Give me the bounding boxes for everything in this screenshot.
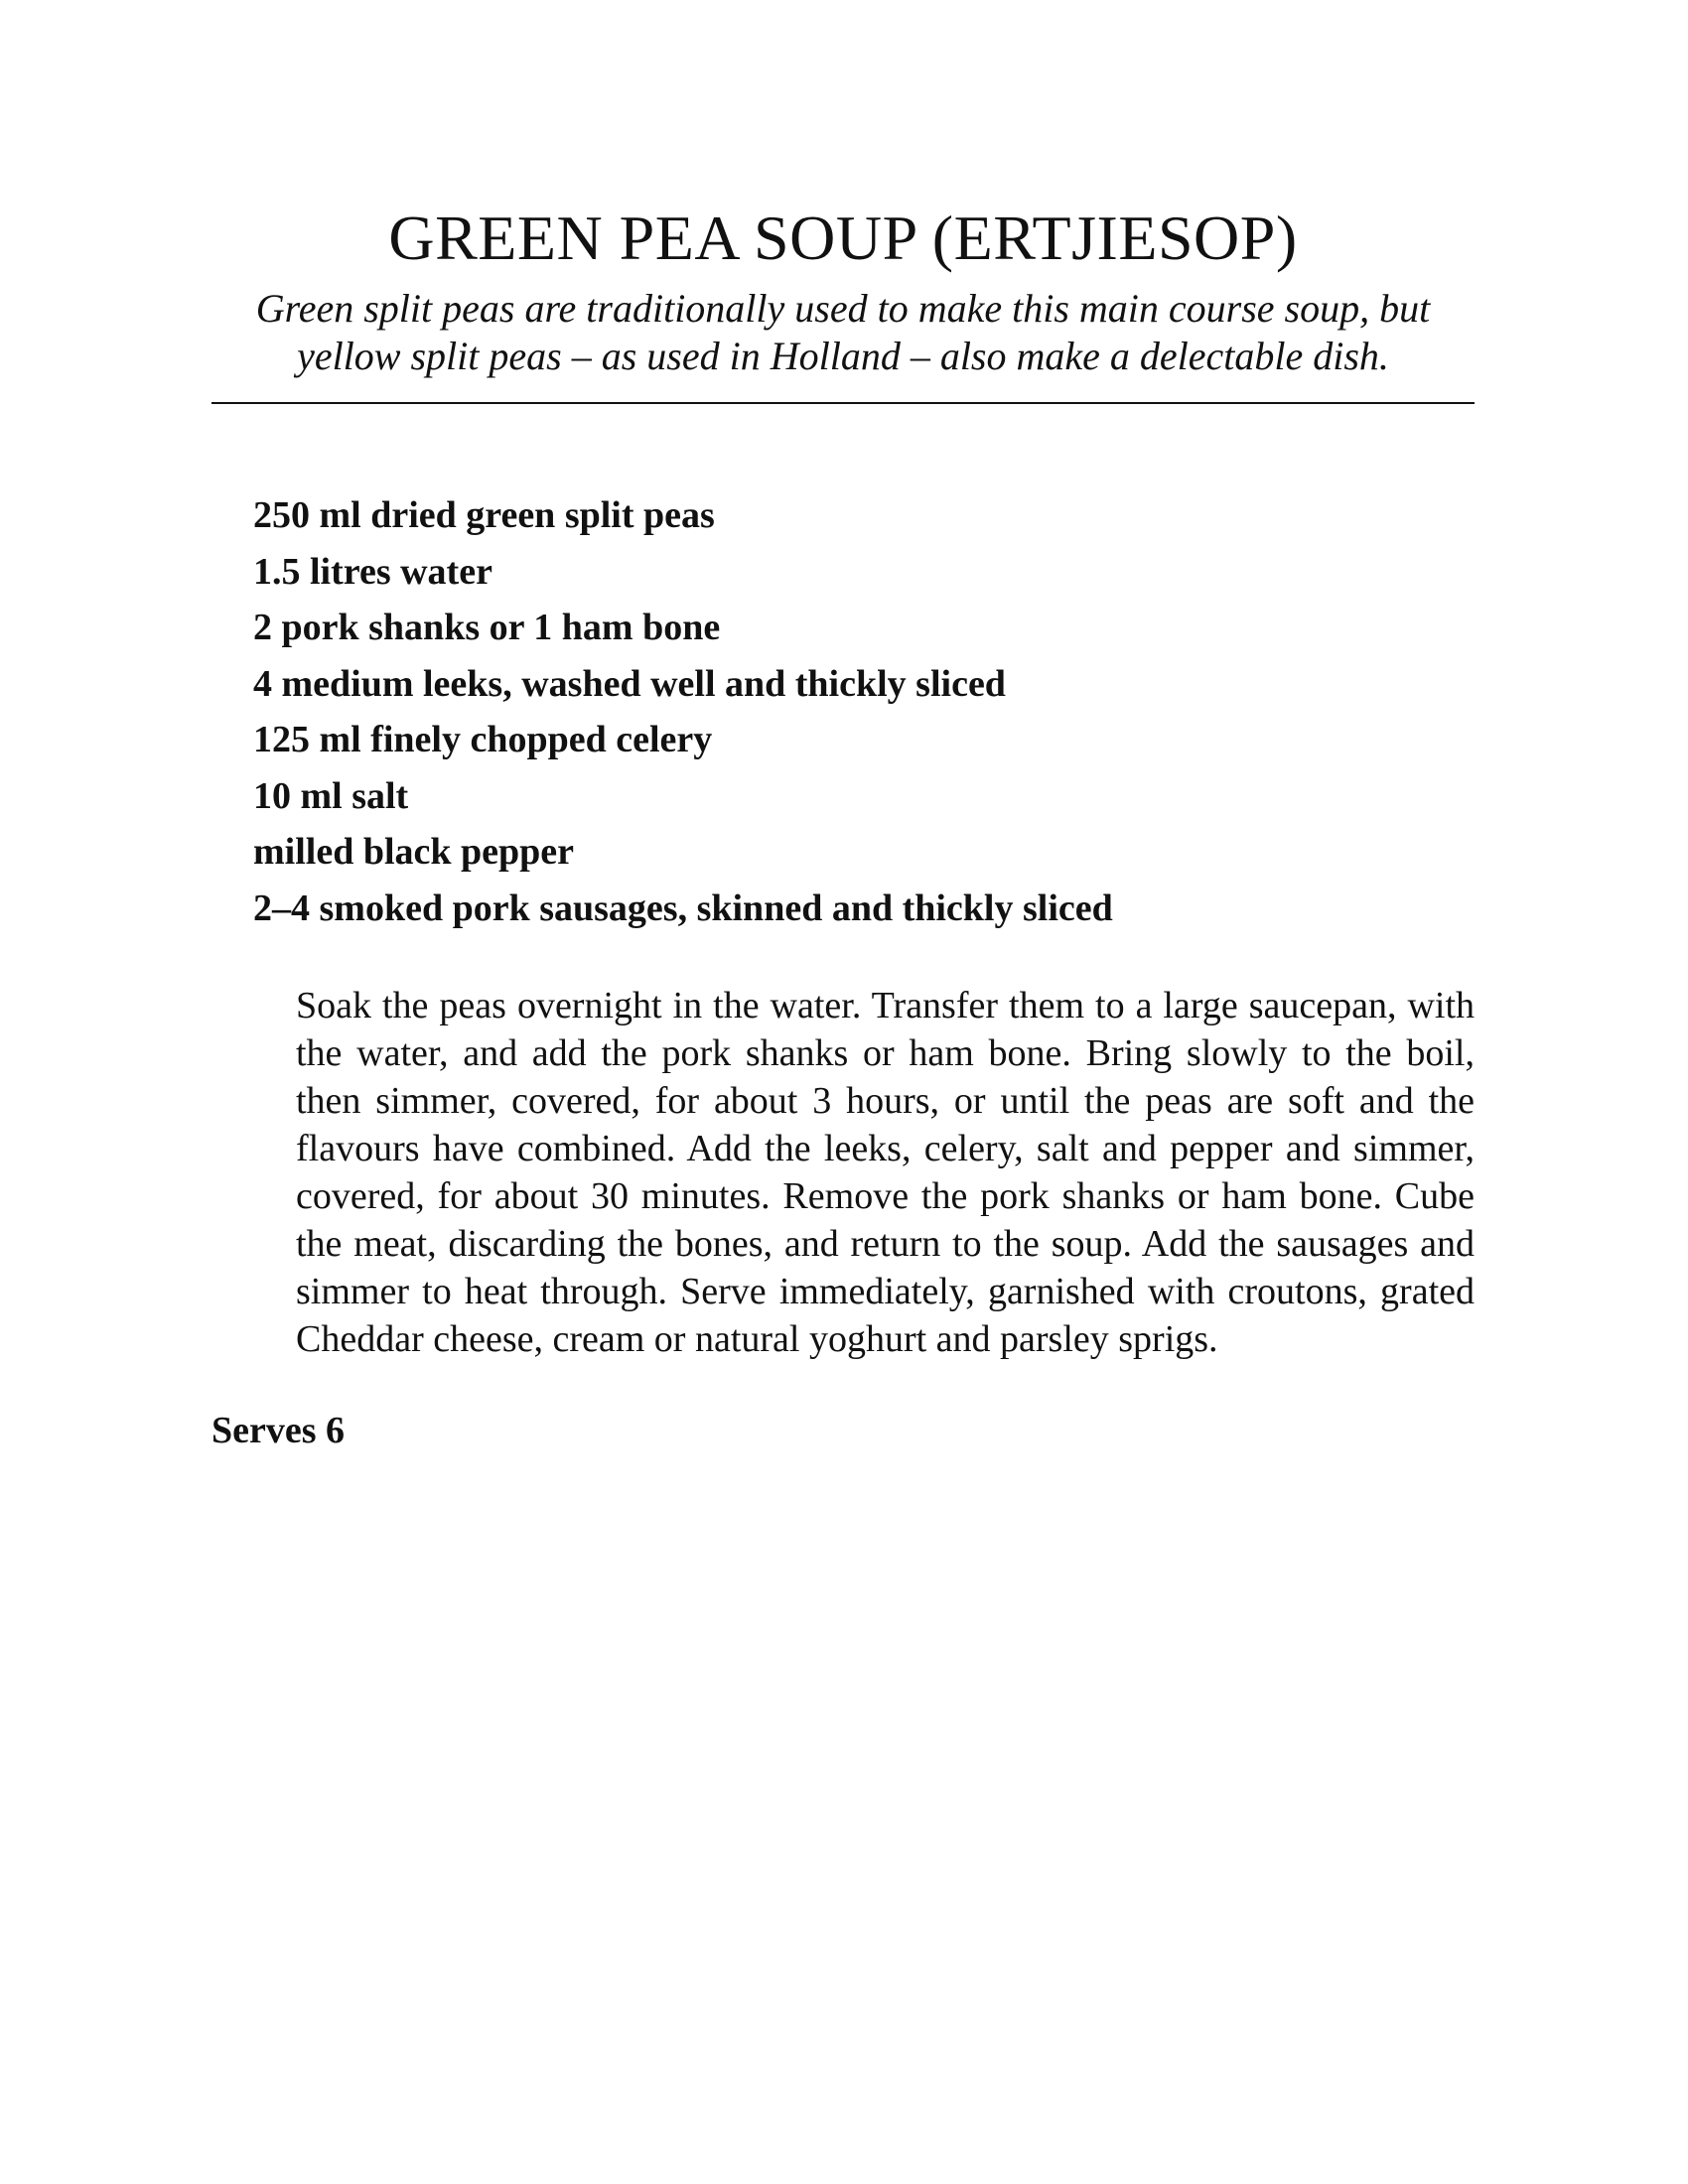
ingredient-item: 125 ml finely chopped celery [253, 719, 713, 761]
title-divider [211, 402, 1475, 404]
recipe-page [211, 204, 1475, 1454]
method-paragraph: Soak the peas overnight in the water. Transfer them to a large saucepan, with the water, and add the pork shanks or ham bone. Bring slowly to the boil, then simmer, covered, for about 3 hours, or until the peas are soft and the flavours have combined. Add the leeks, celery, salt and pepper and simmer, covered, for about 30 minutes. Remove the pork shanks or ham bone. Cube the meat, discarding the bones, and return to the soup. Add the sausages and simmer to heat through. Serve immediately, garnished with croutons, grated Cheddar cheese, cream or natural yoghurt and parsley sprigs. [296, 985, 1475, 1361]
ingredient-item: 2–4 smoked pork sausages, skinned and thickly sliced [253, 887, 1113, 929]
ingredient-item: 10 ml salt [253, 774, 409, 817]
ingredient-item: 250 ml dried green split peas [253, 494, 715, 537]
ingredient-item: milled black pepper [253, 831, 575, 874]
ingredient-list [253, 487, 1475, 936]
serves-note: Serves 6 [211, 1410, 346, 1452]
recipe-subtitle: Green split peas are traditionally used to make this main course soup, but yellow split peas – as used in Holland – also make a delectable dish. [255, 286, 1431, 379]
recipe-title: GREEN PEA SOUP (ERTJIESOP) [388, 203, 1298, 273]
ingredient-item: 1.5 litres water [253, 550, 492, 593]
ingredient-item: 2 pork shanks or 1 ham bone [253, 607, 721, 649]
ingredient-item: 4 medium leeks, washed well and thickly sliced [253, 662, 1006, 705]
